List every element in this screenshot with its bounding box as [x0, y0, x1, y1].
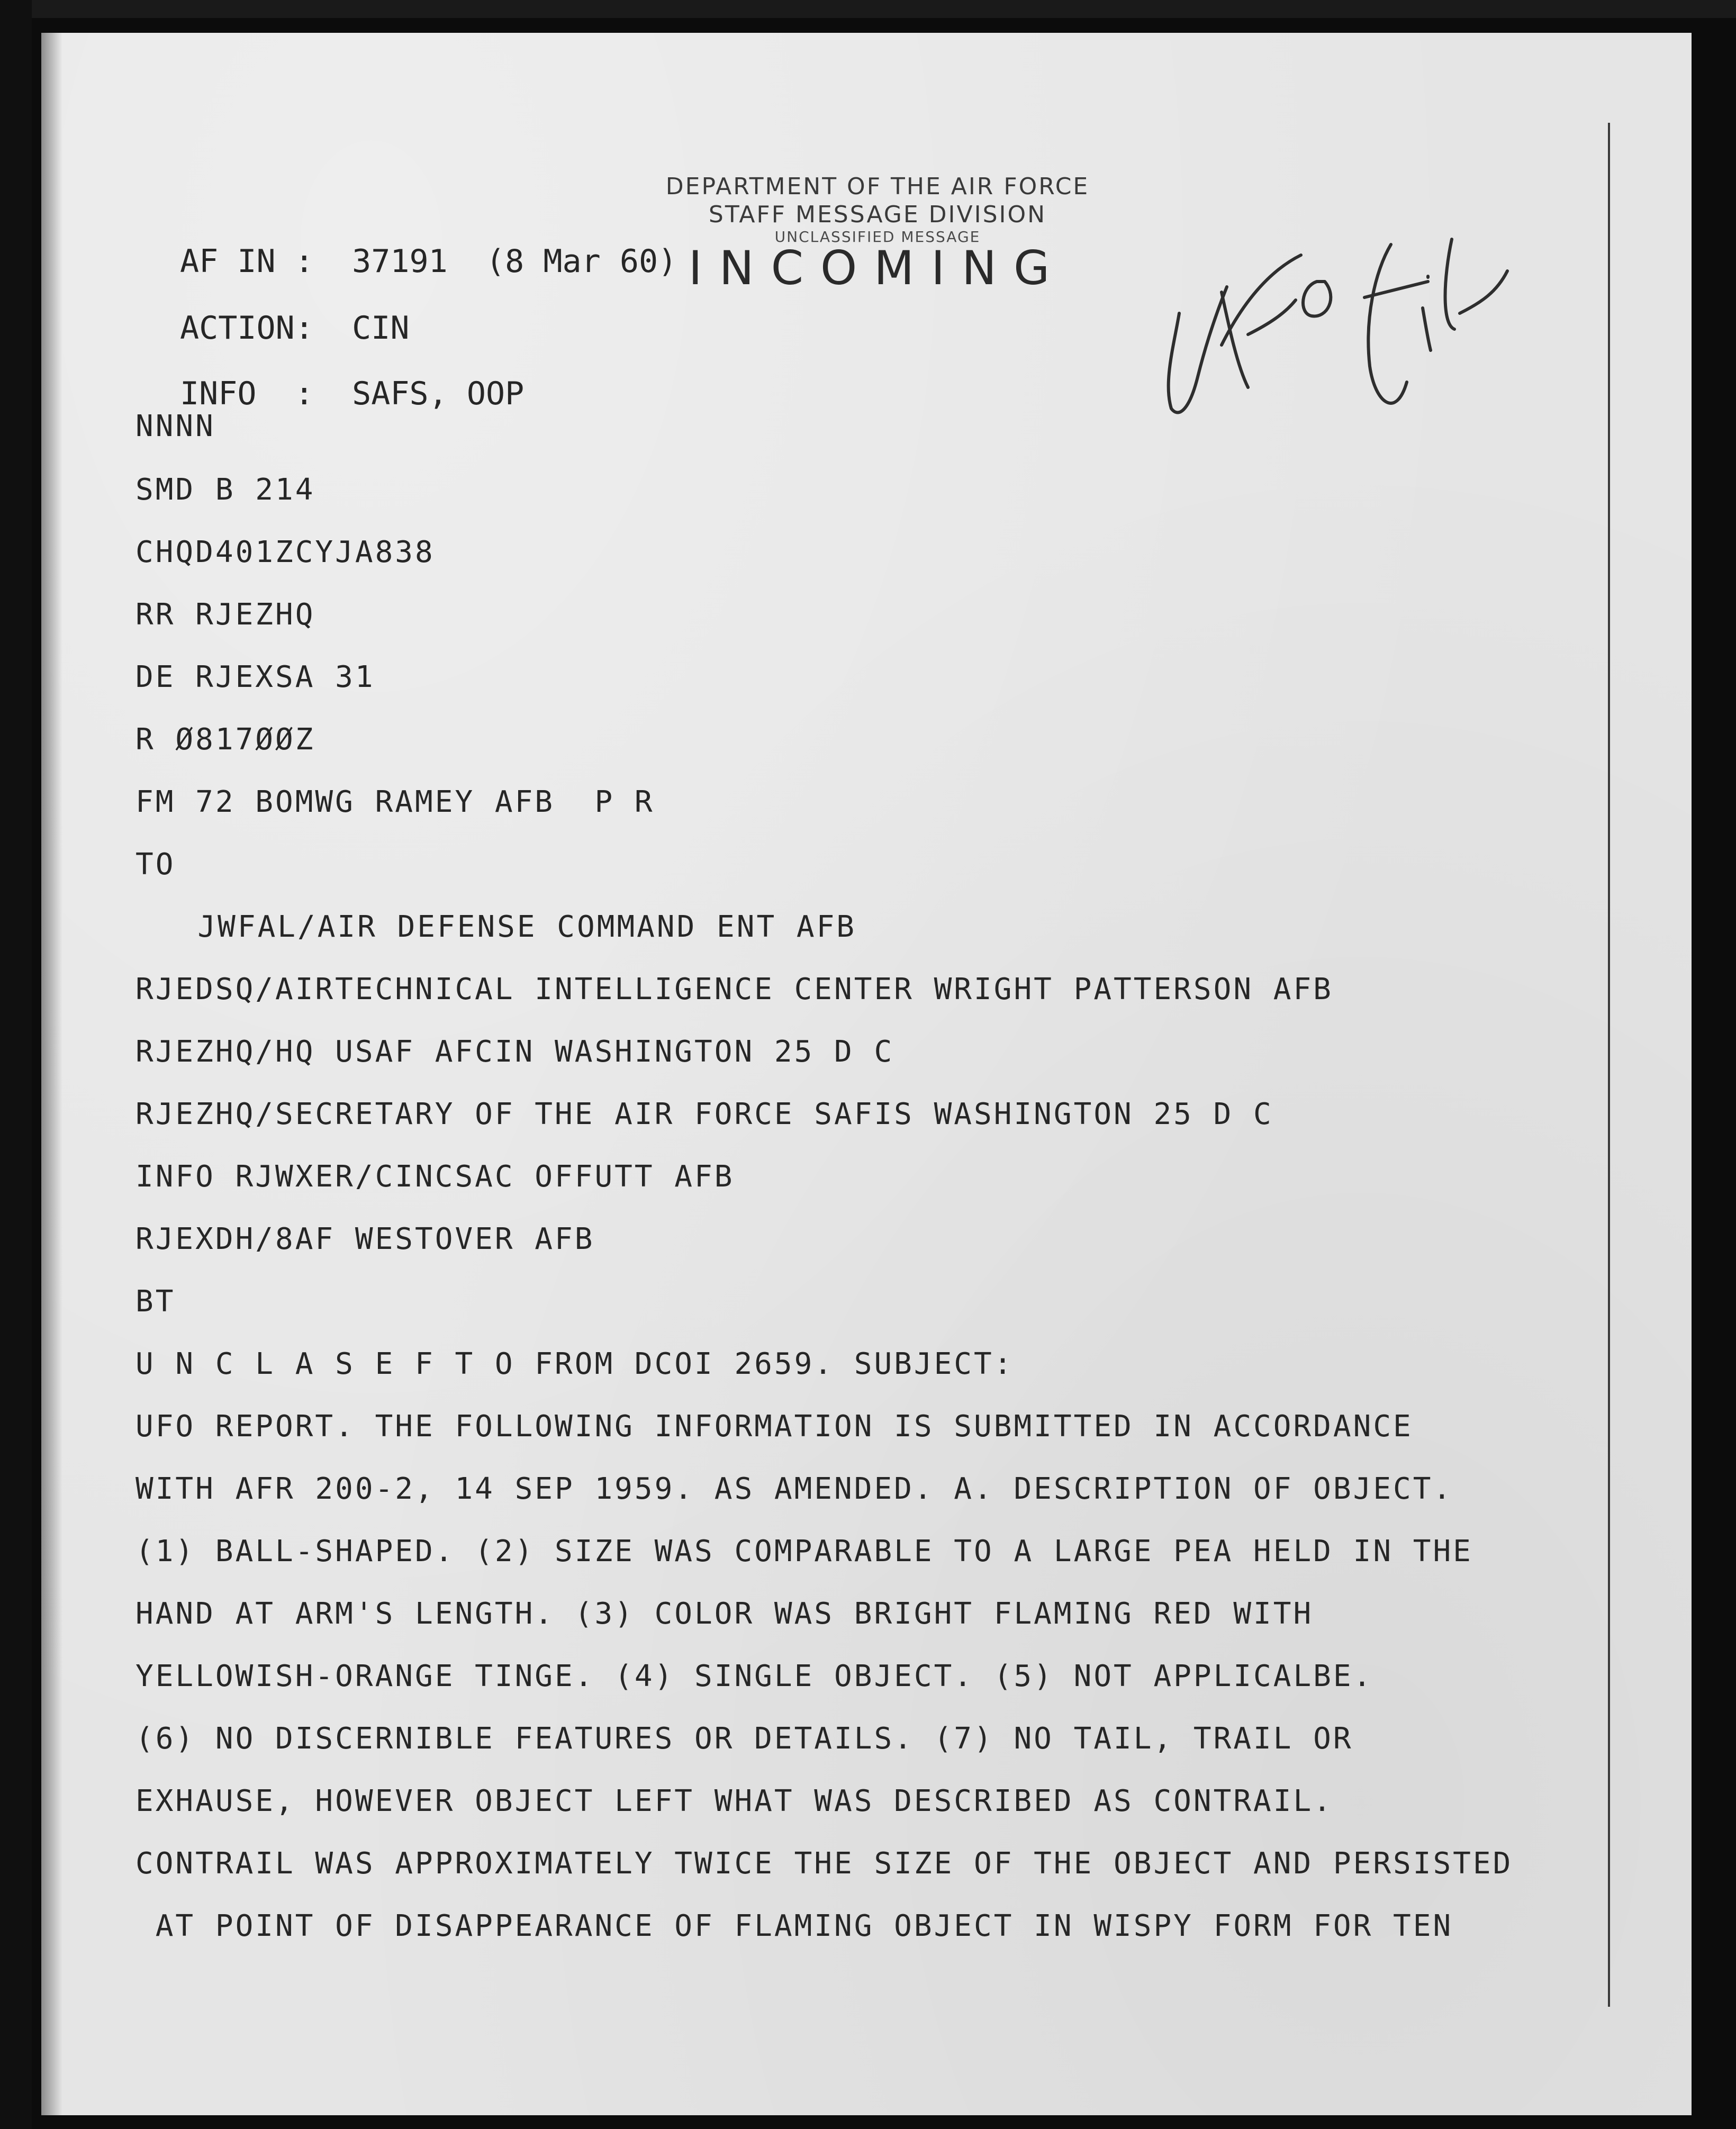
af-in-line: AF IN : 37191 (8 Mar 60)	[180, 243, 677, 280]
message-line: RJEZHQ/HQ USAF AFCIN WASHINGTON 25 D C	[135, 1035, 894, 1069]
classification-label: UNCLASSIFIED MESSAGE	[774, 228, 981, 246]
handwritten-ufo-file-note	[1142, 207, 1513, 430]
message-line: RJEZHQ/SECRETARY OF THE AIR FORCE SAFIS WASHINGTON 25 D C	[135, 1097, 1273, 1131]
message-line: RJEDSQ/AIRTECHNICAL INTELLIGENCE CENTER WRIGHT PATTERSON AFB	[135, 972, 1333, 1007]
message-line: INFO RJWXER/CINCSAC OFFUTT AFB	[135, 1159, 735, 1194]
message-line: (1) BALL-SHAPED. (2) SIZE WAS COMPARABLE TO A LARGE PEA HELD IN THE	[135, 1534, 1473, 1569]
message-line: RJEXDH/8AF WESTOVER AFB	[135, 1222, 595, 1256]
scan-border-top	[0, 0, 1736, 18]
message-line: TO	[135, 847, 176, 882]
message-line: JWFAL/AIR DEFENSE COMMAND ENT AFB	[158, 910, 857, 944]
message-line: BT	[135, 1284, 176, 1319]
division-title: STAFF MESSAGE DIVISION	[708, 201, 1047, 228]
action-line: ACTION: CIN	[180, 310, 410, 347]
message-line: SMD B 214	[135, 473, 315, 507]
right-margin-rule	[1608, 123, 1610, 2007]
message-line: CONTRAIL WAS APPROXIMATELY TWICE THE SIZE OF THE OBJECT AND PERSISTED	[135, 1846, 1513, 1881]
message-header-stamp	[608, 173, 1147, 296]
message-line: YELLOWISH-ORANGE TINGE. (4) SINGLE OBJECT. (5) NOT APPLICALBE.	[135, 1659, 1373, 1693]
page-edge-shadow	[41, 33, 62, 2115]
message-line: RR RJEZHQ	[135, 597, 315, 632]
message-line: U N C L A S E F T O FROM DCOI 2659. SUBJECT:	[135, 1347, 1014, 1381]
message-line: DE RJEXSA 31	[135, 660, 375, 694]
message-line: (6) NO DISCERNIBLE FEATURES OR DETAILS. (7) NO TAIL, TRAIL OR	[135, 1722, 1353, 1756]
message-line: UFO REPORT. THE FOLLOWING INFORMATION IS SUBMITTED IN ACCORDANCE	[135, 1409, 1413, 1444]
message-line: HAND AT ARM'S LENGTH. (3) COLOR WAS BRIGHT FLAMING RED WITH	[135, 1597, 1314, 1631]
incoming-label: INCOMING	[688, 241, 1067, 296]
message-line: NNNN	[135, 409, 215, 443]
info-line: INFO : SAFS, OOP	[180, 375, 525, 412]
message-line: CHQD401ZCYJA838	[135, 535, 435, 569]
message-line: WITH AFR 200-2, 14 SEP 1959. AS AMENDED. A. DESCRIPTION OF OBJECT.	[135, 1472, 1453, 1506]
message-line: FM 72 BOMWG RAMEY AFB P R	[135, 785, 655, 819]
department-title: DEPARTMENT OF THE AIR FORCE	[665, 173, 1090, 200]
document-page	[41, 33, 1692, 2115]
scan-border-left	[0, 0, 32, 2129]
message-line: R Ø817ØØZ	[135, 722, 315, 757]
message-line: AT POINT OF DISAPPEARANCE OF FLAMING OBJECT IN WISPY FORM FOR TEN	[135, 1909, 1453, 1943]
message-line: EXHAUSE, HOWEVER OBJECT LEFT WHAT WAS DESCRIBED AS CONTRAIL.	[135, 1784, 1333, 1818]
